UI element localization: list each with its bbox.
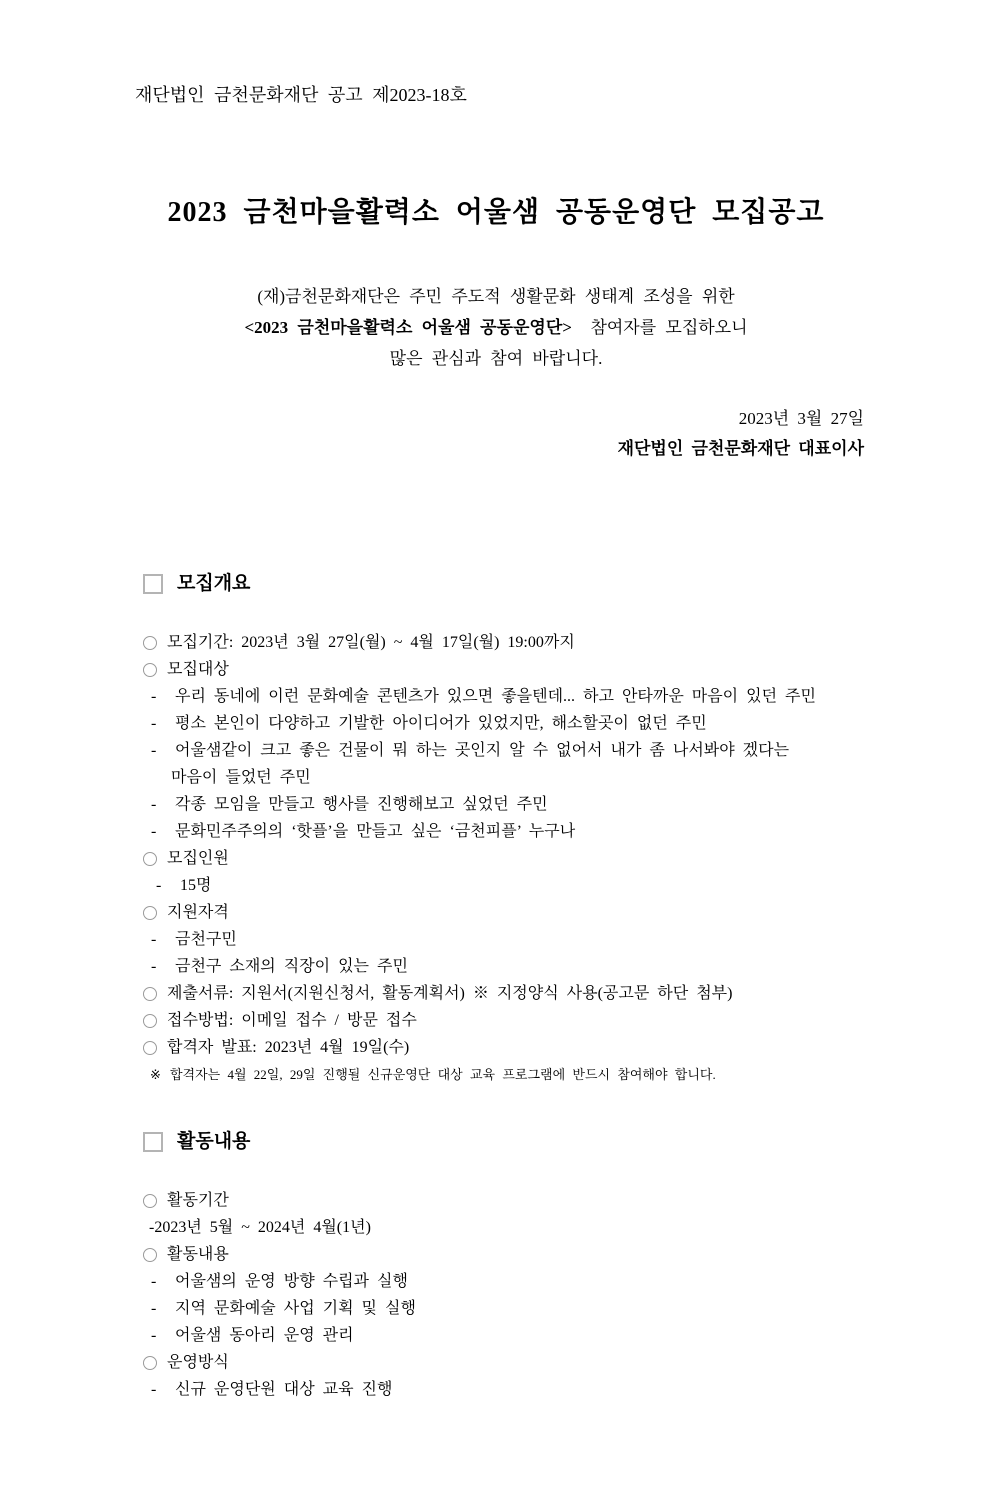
intro-paragraph (0, 281, 992, 374)
list-item-text: 모집인원 (167, 850, 229, 867)
list-item-text: 15명 (180, 877, 212, 894)
list-item (143, 1214, 992, 1241)
list-item (143, 1007, 992, 1034)
reference-mark-icon: ※ (150, 1067, 161, 1082)
doc-number: 재단법인 금천문화재단 공고 제2023-18호 (135, 85, 467, 105)
dash-bullet-icon: - (151, 1300, 157, 1317)
intro-line-2-bold: <2023 금천마을활력소 어울샘 공동운영단> (244, 318, 572, 337)
list-item (143, 980, 992, 1007)
intro-line-1: (재)금천문화재단은 주민 주도적 생활문화 생태계 조성을 위한 (257, 287, 735, 306)
list-item (143, 953, 992, 980)
list-item-text: 합격자는 4월 22일, 29일 진행될 신규운영단 대상 교육 프로그램에 반드시 참여해야 합니다. (170, 1067, 716, 1082)
list-item (143, 656, 992, 683)
circle-bullet-icon (143, 1241, 167, 1268)
section-heading (143, 1130, 992, 1154)
list-item-text: 지원자격 (167, 904, 229, 921)
list-item-text: 평소 본인이 다양하고 기발한 아이디어가 있었지만, 해소할곳이 없던 주민 (175, 715, 707, 732)
list-item (143, 1322, 992, 1349)
document-page (0, 85, 992, 1488)
list-item (143, 1268, 992, 1295)
circle-bullet-icon (143, 656, 167, 683)
list-item (143, 1295, 992, 1322)
list-item-text: 어울샘의 운영 방향 수립과 실행 (175, 1273, 408, 1290)
section (143, 1130, 992, 1403)
circle-bullet-icon (143, 1187, 167, 1214)
dash-bullet-icon: - (151, 1381, 157, 1398)
list-item-text: 어울샘 동아리 운영 관리 (175, 1327, 354, 1344)
intro-line-2 (0, 312, 992, 343)
list-item-text: 활동기간 (167, 1192, 229, 1209)
dash-bullet-icon: - (151, 715, 157, 732)
section (143, 572, 992, 1088)
list-item (143, 764, 992, 791)
list-item-text: 우리 동네에 이런 문화예술 콘텐츠가 있으면 좋을텐데... 하고 안타까운 마음이 있던 주민 (175, 688, 816, 705)
section-heading (143, 572, 992, 596)
dash-bullet-icon: - (151, 958, 157, 975)
circle-bullet-icon (143, 845, 167, 872)
list-item (143, 926, 992, 953)
list-item (143, 1241, 992, 1268)
list-item (143, 1061, 992, 1088)
signature-block (0, 404, 992, 464)
list-item-text: 활동내용 (167, 1246, 229, 1263)
list-item-text: 금천구민 (175, 931, 237, 948)
list-item (143, 683, 992, 710)
circle-bullet-icon (143, 1349, 167, 1376)
circle-bullet-icon (143, 1007, 167, 1034)
list-item-text: 모집기간: 2023년 3월 27일(월) ~ 4월 17일(월) 19:00까지 (167, 634, 575, 651)
dash-bullet-icon: - (151, 1273, 157, 1290)
intro-line-2-rest: 참여자를 모집하오니 (571, 318, 748, 337)
dash-bullet-icon: - (151, 742, 157, 759)
list-item (143, 629, 992, 656)
list-item-text: 제출서류: 지원서(지원신청서, 활동계획서) ※ 지정양식 사용(공고문 하단 첨부) (167, 985, 733, 1002)
list-item-text: 마음이 들었던 주민 (171, 769, 311, 786)
item-list (143, 629, 992, 1088)
square-checkbox-icon (143, 574, 163, 594)
dash-bullet-icon: - (156, 877, 162, 894)
list-item-text: 지역 문화예술 사업 기획 및 실행 (175, 1300, 416, 1317)
signature-name: 재단법인 금천문화재단 대표이사 (617, 439, 864, 458)
list-item (143, 710, 992, 737)
list-item (143, 1034, 992, 1061)
list-item (143, 818, 992, 845)
circle-bullet-icon (143, 1034, 167, 1061)
list-item-text: 모집대상 (167, 661, 229, 678)
dash-bullet-icon: - (151, 688, 157, 705)
list-item-text: 접수방법: 이메일 접수 / 방문 접수 (167, 1012, 417, 1029)
list-item-text: 문화민주주의의 ‘핫플’을 만들고 싶은 ‘금천피플’ 누구나 (175, 823, 576, 840)
section-heading-label: 모집개요 (177, 573, 251, 594)
list-item (143, 791, 992, 818)
list-item (143, 845, 992, 872)
list-item (143, 1349, 992, 1376)
list-item (143, 1187, 992, 1214)
list-item-text: 합격자 발표: 2023년 4월 19일(수) (167, 1039, 410, 1056)
signature-date: 2023년 3월 27일 (738, 409, 864, 428)
sections-container (0, 572, 992, 1403)
list-item (143, 872, 992, 899)
list-item-text: 어울샘같이 크고 좋은 건물이 뭐 하는 곳인지 알 수 없어서 내가 좀 나서봐야 겠다는 (175, 742, 790, 759)
square-checkbox-icon (143, 1132, 163, 1152)
dash-bullet-icon: - (151, 823, 157, 840)
circle-bullet-icon (143, 980, 167, 1007)
list-item-text: -2023년 5월 ~ 2024년 4월(1년) (149, 1219, 371, 1236)
circle-bullet-icon (143, 899, 167, 926)
intro-line-3: 많은 관심과 참여 바랍니다. (389, 349, 603, 368)
dash-bullet-icon: - (151, 796, 157, 813)
list-item-text: 각종 모임을 만들고 행사를 진행해보고 싶었던 주민 (175, 796, 548, 813)
list-item (143, 899, 992, 926)
list-item-text: 금천구 소재의 직장이 있는 주민 (175, 958, 408, 975)
page-title: 2023 금천마을활력소 어울샘 공동운영단 모집공고 (167, 197, 825, 228)
list-item-text: 신규 운영단원 대상 교육 진행 (175, 1381, 393, 1398)
circle-bullet-icon (143, 629, 167, 656)
section-heading-label: 활동내용 (177, 1131, 251, 1152)
list-item (143, 737, 992, 764)
item-list (143, 1187, 992, 1403)
list-item (143, 1376, 992, 1403)
dash-bullet-icon: - (151, 931, 157, 948)
list-item-text: 운영방식 (167, 1354, 229, 1371)
dash-bullet-icon: - (151, 1327, 157, 1344)
